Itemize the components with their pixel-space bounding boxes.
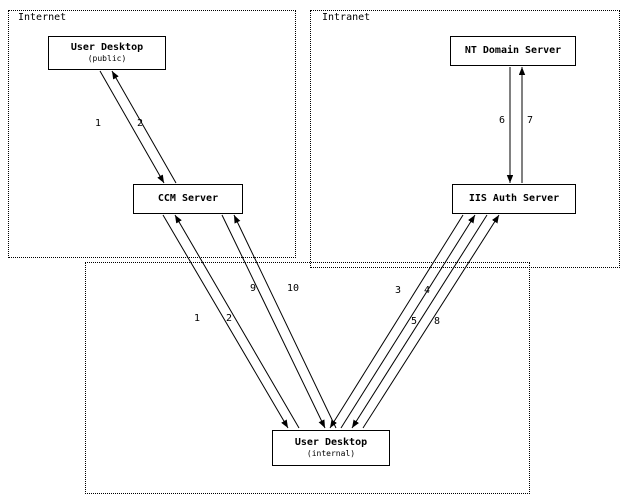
- edge-label-7: 7: [527, 115, 534, 126]
- node-user-desktop-internal-title: User Desktop: [294, 437, 368, 448]
- node-nt-domain-server-title: NT Domain Server: [464, 45, 562, 56]
- node-nt-domain-server[interactable]: [450, 36, 576, 66]
- edge-label-3: 3: [395, 285, 402, 296]
- edge-label-6: 6: [499, 115, 506, 126]
- edge-label-1-bottom: 1: [194, 313, 201, 324]
- zone-internet-label: Internet: [18, 12, 67, 23]
- edge-label-2-top: 2: [137, 118, 144, 129]
- node-user-desktop-public-subtitle: (public): [87, 54, 127, 63]
- node-ccm-server-title: CCM Server: [157, 193, 219, 204]
- node-iis-auth-server[interactable]: [452, 184, 576, 214]
- edge-label-4: 4: [424, 285, 431, 296]
- node-ccm-server[interactable]: [133, 184, 243, 214]
- zone-intranet-label: Intranet: [322, 12, 371, 23]
- edge-label-8: 8: [434, 316, 441, 327]
- node-user-desktop-internal[interactable]: [272, 430, 390, 466]
- edge-label-1-top: 1: [95, 118, 102, 129]
- node-user-desktop-public-title: User Desktop: [70, 42, 144, 53]
- edge-label-10: 10: [287, 283, 300, 294]
- node-user-desktop-internal-subtitle: (internal): [306, 449, 356, 458]
- node-iis-auth-server-title: IIS Auth Server: [468, 193, 560, 204]
- edge-label-2-bottom: 2: [226, 313, 233, 324]
- edge-label-5: 5: [411, 316, 418, 327]
- edge-label-9: 9: [250, 283, 257, 294]
- node-user-desktop-public[interactable]: [48, 36, 166, 70]
